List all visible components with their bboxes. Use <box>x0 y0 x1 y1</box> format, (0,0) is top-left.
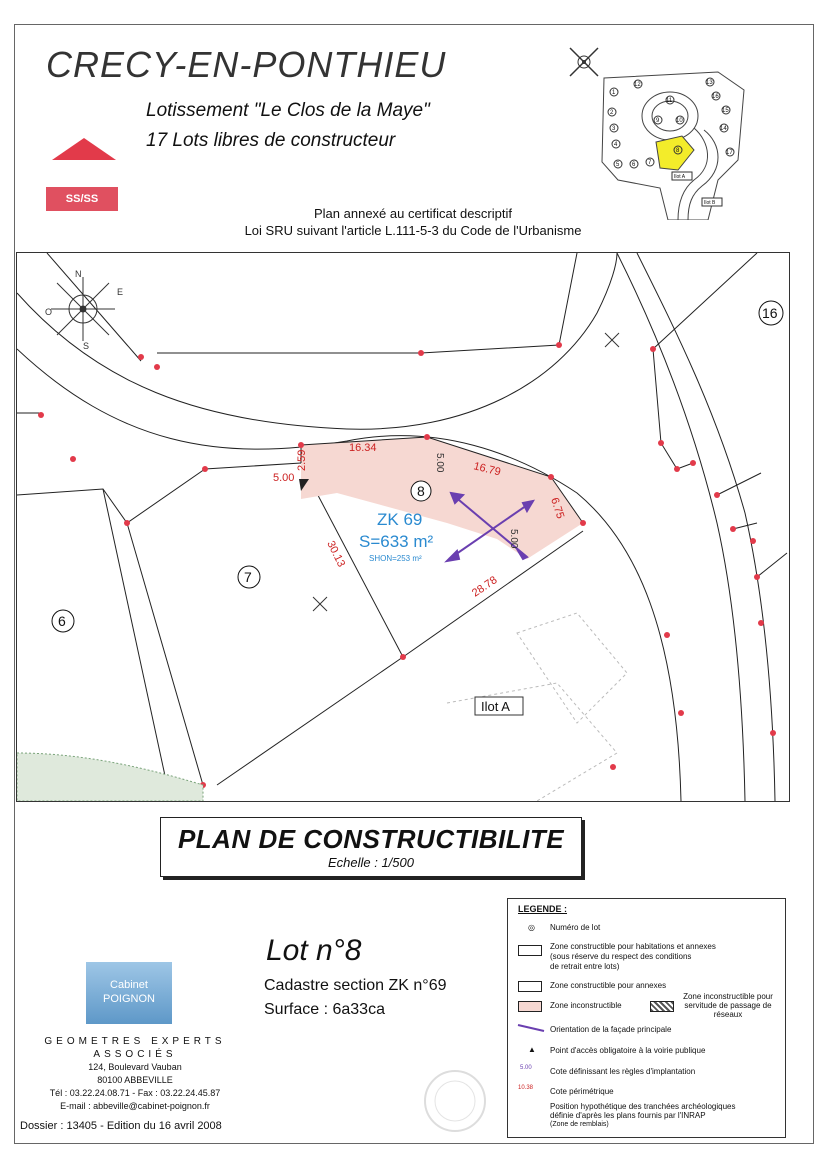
svg-text:16: 16 <box>712 94 719 100</box>
company-info <box>20 1035 250 1113</box>
compass-rose-icon <box>51 277 115 341</box>
minimap-ilot-b <box>702 198 722 206</box>
legend-servitude: Zone inconstructible pour servitude de passage de réseaux <box>683 992 773 1019</box>
brand-logo-triangle <box>52 138 116 160</box>
lot-7-marker <box>238 566 260 588</box>
cadastral-plan <box>16 252 790 802</box>
legend-swatch-dim: 5.00 <box>520 1065 532 1071</box>
subtitle-lots: 17 Lots libres de constructeur <box>146 130 396 151</box>
legend-constructible: Zone constructible pour habitations et annexes <box>550 942 716 951</box>
dim-16-34: 16.34 <box>349 442 377 454</box>
svg-text:7: 7 <box>648 160 652 166</box>
svg-text:8: 8 <box>676 148 680 154</box>
svg-text:2: 2 <box>610 110 614 116</box>
orientation-arrow-icon <box>516 1023 548 1033</box>
stamp-watermark <box>420 1066 490 1136</box>
ilot-a-label <box>475 697 523 715</box>
svg-text:7: 7 <box>244 569 252 585</box>
svg-text:4: 4 <box>614 142 618 148</box>
minimap-ilot-a <box>672 172 692 180</box>
svg-text:8: 8 <box>417 483 425 499</box>
svg-text:6: 6 <box>632 162 636 168</box>
legend-access: Point d'accès obligatoire à la voirie publique <box>550 1046 706 1055</box>
plan-scale: Echelle : 1/500 <box>327 855 414 870</box>
parcel-shon: SHON=253 m² <box>369 554 422 563</box>
lot-number-icon: ◎ <box>528 923 535 932</box>
compass-o: O <box>45 307 53 317</box>
company-name-2: ASSOCIÉS <box>93 1049 177 1060</box>
note-certificat: Plan annexé au certificat descriptif <box>314 206 512 221</box>
compass-n: N <box>75 269 82 279</box>
compass-icon <box>566 44 602 80</box>
svg-text:12: 12 <box>634 82 641 88</box>
brand-logo-badge: SS/SS <box>46 187 118 211</box>
company-email: E-mail : abbeville@cabinet-poignon.fr <box>60 1101 210 1111</box>
svg-text:9: 9 <box>656 118 660 124</box>
svg-text:14: 14 <box>720 126 727 132</box>
svg-text:Ilot A: Ilot A <box>674 174 686 180</box>
lot-number: Lot n°8 <box>266 934 362 967</box>
company-logo: Cabinet POIGNON <box>86 962 172 1024</box>
company-address-2: 80100 ABBEVILLE <box>97 1075 173 1085</box>
legend-constructible-note2: de retrait entre lots) <box>550 962 620 971</box>
legend-swatch-inconstructible <box>518 1001 542 1012</box>
legend-dim-rules: Cote définissant les règles d'implantation <box>550 1067 696 1076</box>
legend-perimeter: Cote périmétrique <box>550 1087 614 1096</box>
svg-text:13: 13 <box>706 80 713 86</box>
subtitle-lotissement: Lotissement "Le Clos de la Maye" <box>146 100 430 121</box>
legend-constructible-note1: (sous réserve du respect des conditions <box>550 952 692 961</box>
legend-swatch-peri: 10.38 <box>518 1085 534 1091</box>
legend-trench-zone: (Zone de remblais) <box>550 1121 609 1128</box>
cadastre-ref: Cadastre section ZK n°69 <box>264 977 447 994</box>
legend-lot-number: Numéro de lot <box>550 923 601 932</box>
company-name-1: GEOMETRES EXPERTS <box>44 1036 226 1047</box>
plan-title-box <box>160 817 582 877</box>
legend-box <box>507 898 786 1138</box>
legend-swatch-servitude <box>650 1001 674 1012</box>
svg-text:11: 11 <box>666 98 673 104</box>
svg-text:3: 3 <box>612 126 616 132</box>
location-minimap <box>598 70 746 220</box>
lot-8-marker <box>411 481 431 501</box>
svg-text:16: 16 <box>762 305 778 321</box>
dim-6-75: 6.75 <box>548 496 567 521</box>
svg-text:17: 17 <box>726 150 733 156</box>
svg-text:Ilot B: Ilot B <box>704 200 716 206</box>
company-address-1: 124, Boulevard Vauban <box>88 1062 182 1072</box>
parcel-surface: S=633 m² <box>359 532 434 551</box>
svg-text:15: 15 <box>722 108 729 114</box>
access-triangle-icon: ▲ <box>528 1045 536 1054</box>
dim-5-00: 5.00 <box>273 472 295 484</box>
legend-inconstructible: Zone inconstructible <box>550 1001 622 1010</box>
svg-text:10: 10 <box>676 118 683 124</box>
lot-6-marker <box>52 610 74 632</box>
legend-swatch-constructible <box>518 945 542 956</box>
dossier-ref: Dossier : 13405 - Edition du 16 avril 2008 <box>20 1120 222 1132</box>
dim-2-59: 2.59 <box>296 449 308 471</box>
svg-text:5: 5 <box>616 162 620 168</box>
legend-swatch-annexes <box>518 981 542 992</box>
svg-text:Ilot A: Ilot A <box>481 699 510 714</box>
dim-setback-5-00-b: 5.00 <box>508 529 519 549</box>
legend-header: LEGENDE : <box>518 904 568 914</box>
company-phone: Tél : 03.22.24.08.71 - Fax : 03.22.24.45.87 <box>49 1088 221 1098</box>
parcel-id: ZK 69 <box>377 510 423 529</box>
dim-setback-5-00-a: 5.00 <box>434 453 445 473</box>
page-title: CRECY-EN-PONTHIEU <box>46 44 447 85</box>
note-loi-sru: Loi SRU suivant l'article L.111-5-3 du Code de l'Urbanisme <box>244 223 582 238</box>
legend-trench: Position hypothétique des tranchées archéologiques <box>550 1102 736 1111</box>
dim-16-79: 16.79 <box>472 460 502 479</box>
legend-annexes: Zone constructible pour annexes <box>550 981 667 990</box>
compass-s: S <box>83 341 90 351</box>
svg-text:1: 1 <box>612 90 616 96</box>
dim-30-13: 30.13 <box>324 539 348 570</box>
lot-16-marker <box>759 301 783 325</box>
lot-surface: Surface : 6a33ca <box>264 1001 385 1018</box>
plan-title: PLAN DE CONSTRUCTIBILITE <box>177 824 565 854</box>
legend-orientation: Orientation de la façade principale <box>550 1025 672 1034</box>
svg-text:6: 6 <box>58 613 66 629</box>
compass-e: E <box>117 287 124 297</box>
legend-trench-note: définie d'après les plans fournis par l'INRAP <box>550 1111 706 1120</box>
dim-28-78: 28.78 <box>469 574 500 600</box>
